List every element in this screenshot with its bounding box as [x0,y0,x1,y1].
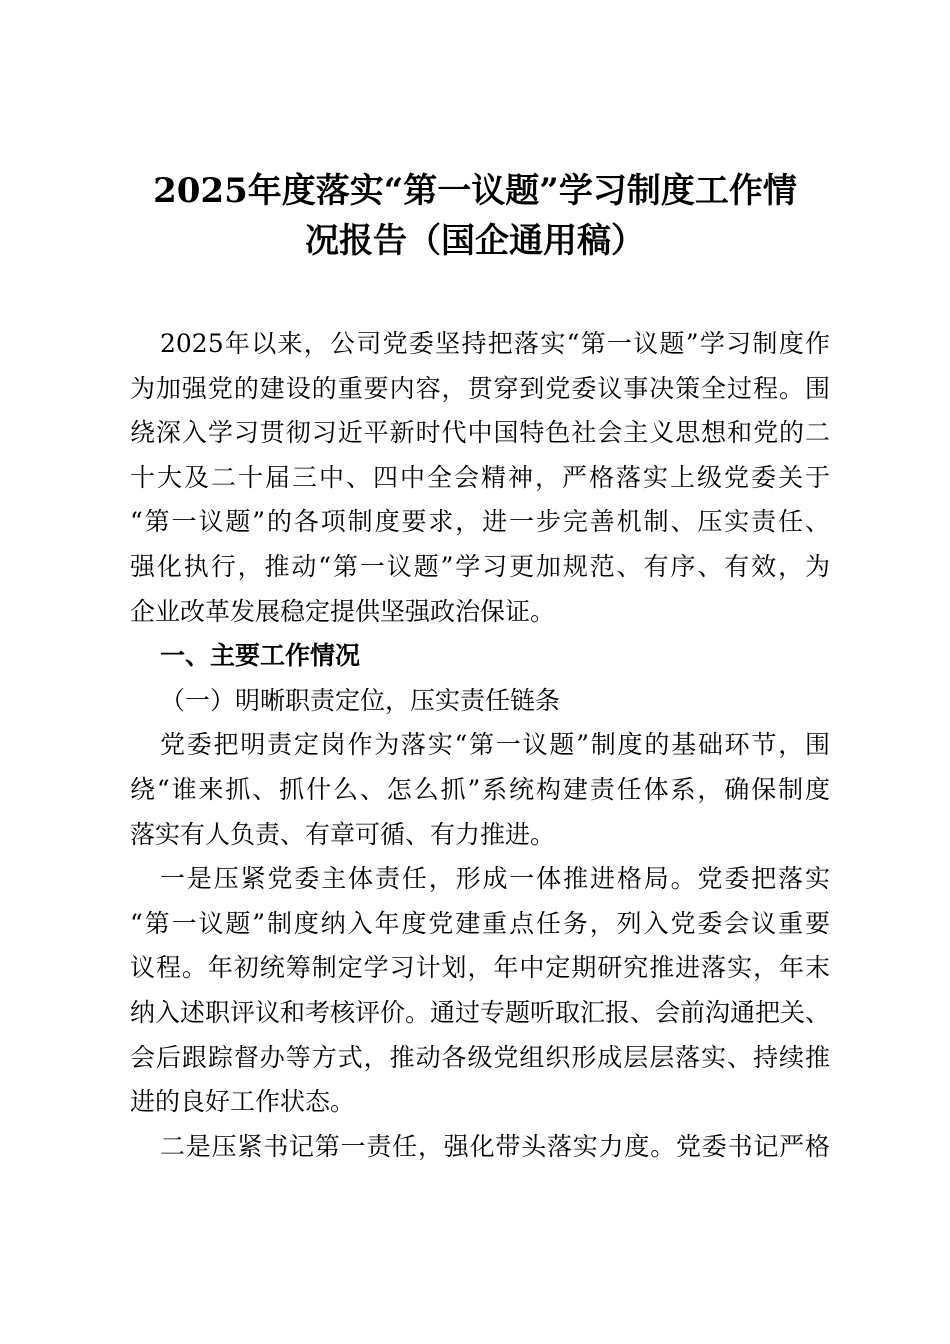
text-line: 二是压紧书记第一责任，强化带头落实力度。党委书记严格 [160,1131,830,1161]
document-title [0,166,950,266]
text-line: 落实有人负责、有章可循、有力推进。 [130,819,556,849]
text-line: 绕深入学习贯彻习近平新时代中国特色社会主义思想和党的二 [130,418,830,448]
subsection-heading [130,679,830,724]
paragraph [130,723,830,857]
text-line: 纳入述职评议和考核评价。通过专题听取汇报、会前沟通把关、 [130,997,831,1027]
title-line: 况报告（国企通用稿） [305,221,645,261]
text-line: （一）明晰职责定位，压实责任链条 [160,685,561,715]
section-heading [130,634,830,679]
text-line: 强化执行，推动“第一议题”学习更加规范、有序、有效，为 [130,551,830,581]
text-line: 一、主要工作情况 [160,641,361,671]
text-line: 十大及二十届三中、四中全会精神，严格落实上级党委关于 [130,462,830,492]
title-line: 2025年度落实“第一议题”学习制度工作情 [153,171,797,211]
text-line: 2025年以来，公司党委坚持把落实“第一议题”学习制度作 [160,329,830,358]
paragraph [130,322,830,634]
text-line: 为加强党的建设的重要内容，贯穿到党委议事决策全过程。围 [130,373,830,403]
text-line: 绕“谁来抓、抓什么、怎么抓”系统构建责任体系，确保制度 [130,774,830,804]
text-line: “第一议题”制度纳入年度党建重点任务，列入党委会议重要 [130,908,830,938]
document-body [130,322,830,1169]
text-line: 进的良好工作状态。 [130,1087,356,1117]
text-line: 议程。年初统筹制定学习计划，年中定期研究推进落实，年末 [130,953,830,983]
text-line: 企业改革发展稳定提供坚强政治保证。 [130,596,556,626]
paragraph [130,857,830,1125]
text-line: 一是压紧党委主体责任，形成一体推进格局。党委把落实 [160,864,830,894]
text-line: 会后跟踪督办等方式，推动各级党组织形成层层落实、持续推 [130,1042,830,1072]
text-line: “第一议题”的各项制度要求，进一步完善机制、压实责任、 [130,507,830,537]
paragraph [130,1125,830,1170]
text-line: 党委把明责定岗作为落实“第一议题”制度的基础环节，围 [160,730,830,760]
